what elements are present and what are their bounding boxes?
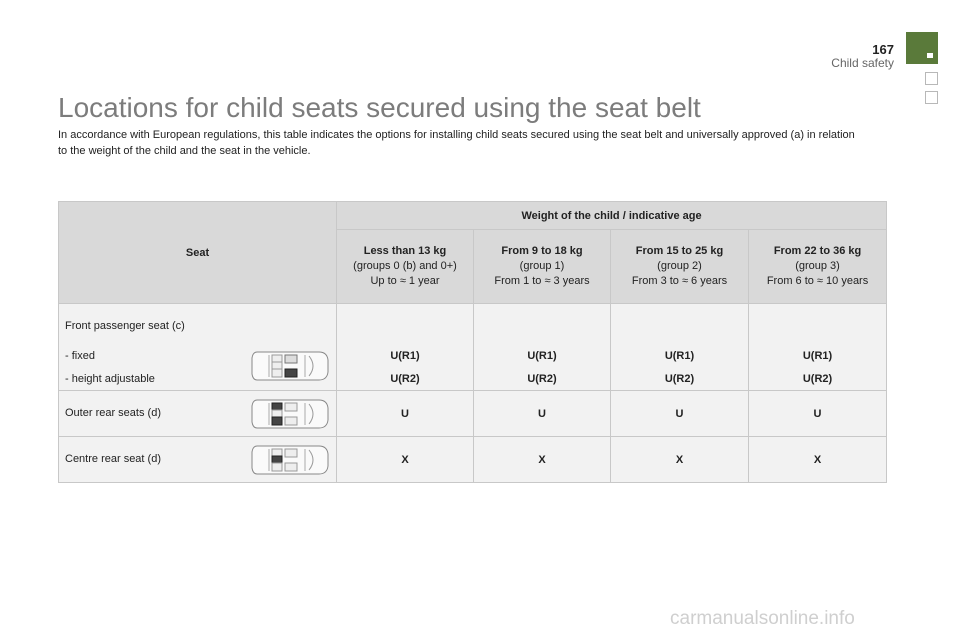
table-row [59, 391, 887, 437]
group-header [749, 230, 887, 304]
table-row [59, 304, 887, 391]
seat-label: Front passenger seat (c) [65, 320, 185, 332]
seat-label: Centre rear seat (d) [65, 453, 161, 465]
seat-sublabel: - height adjustable [65, 373, 155, 385]
table-row [59, 437, 887, 483]
rating-value: X [337, 437, 474, 483]
watermark: carmanualsonline.info [670, 608, 855, 629]
rating-value: U(R1) [664, 350, 695, 362]
group-name: (group 2) [657, 260, 702, 272]
rating-value: U [611, 391, 749, 437]
group-header [611, 230, 749, 304]
rating-value: U [749, 391, 887, 437]
rating-value: U [337, 391, 474, 437]
rating-value: X [474, 437, 611, 483]
group-name: (group 3) [795, 260, 840, 272]
intro-paragraph: In accordance with European regulations, this table indicates the options for installing child seats secured using the seat belt and universally approved (a) in relation to the weight of the child and the seat in the vehicle. [58, 129, 855, 157]
car-centre-rear-seat-icon [249, 440, 331, 480]
seat-cell [59, 437, 337, 483]
rating-value: U(R2) [527, 373, 557, 385]
page-number: 167 [872, 42, 894, 57]
group-age: From 1 to ≈ 3 years [494, 275, 590, 287]
seat-column-header: Seat [59, 202, 337, 304]
rating-value: X [611, 437, 749, 483]
rating-value: U(R1) [390, 350, 420, 362]
section-name: Child safety [831, 56, 894, 70]
page-title: Locations for child seats secured using the seat belt [58, 92, 701, 123]
rating-value: X [749, 437, 887, 483]
group-range: From 15 to 25 kg [635, 245, 724, 257]
group-range: From 22 to 36 kg [773, 245, 862, 257]
car-outer-rear-seat-icon [249, 394, 331, 434]
rating-value: U [474, 391, 611, 437]
seat-cell [59, 304, 337, 391]
rating-value: U(R1) [802, 350, 833, 362]
car-front-seat-icon [249, 346, 331, 386]
seat-cell [59, 391, 337, 437]
group-age: From 3 to ≈ 6 years [631, 275, 728, 287]
group-name: (groups 0 (b) and 0+) [353, 260, 457, 272]
group-range: From 9 to 18 kg [501, 245, 583, 257]
group-name: (group 1) [519, 260, 565, 272]
group-header [474, 230, 611, 304]
seat-sublabel: - fixed [65, 350, 95, 362]
rating-value: U(R1) [527, 350, 557, 362]
group-header [337, 230, 474, 304]
rating-value: U(R2) [390, 373, 420, 385]
weight-column-header: Weight of the child / indicative age [337, 202, 887, 230]
child-seat-table [58, 201, 887, 483]
chapter-tab-empty[interactable] [925, 72, 938, 85]
group-range: Less than 13 kg [363, 245, 447, 257]
chapter-tab[interactable] [906, 32, 938, 64]
group-age: Up to ≈ 1 year [370, 275, 440, 287]
group-age: From 6 to ≈ 10 years [766, 275, 869, 287]
seat-label: Outer rear seats (d) [65, 407, 161, 419]
tab-marker-icon [927, 53, 933, 58]
rating-value: U(R2) [802, 373, 833, 385]
rating-value: U(R2) [664, 373, 695, 385]
chapter-tab-empty[interactable] [925, 91, 938, 104]
